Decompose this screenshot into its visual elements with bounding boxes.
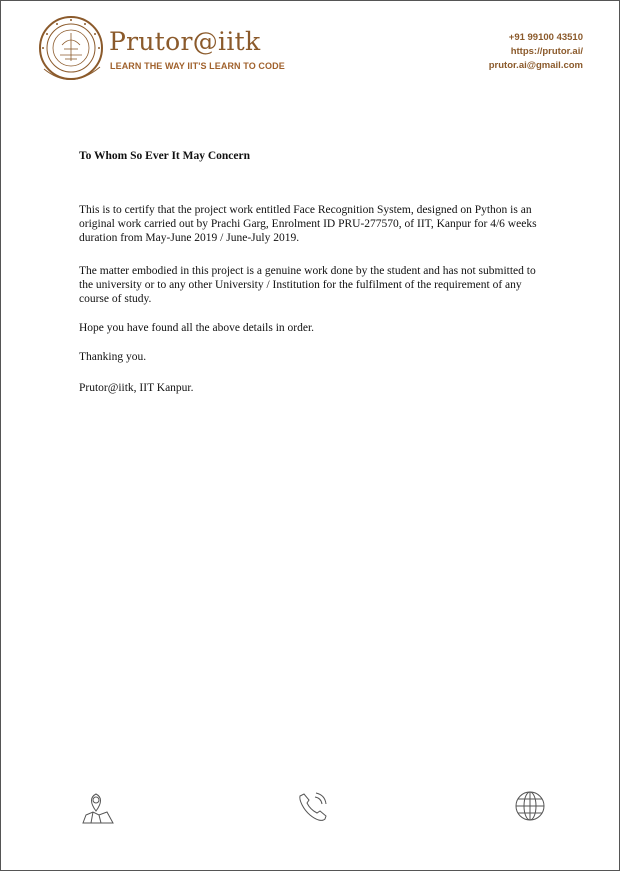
contact-email[interactable]: prutor.ai@gmail.com <box>488 60 583 71</box>
institute-seal-icon <box>38 15 104 87</box>
closing-paragraph: Hope you have found all the above details in order. <box>79 322 315 334</box>
location-map-icon <box>80 789 116 825</box>
letter-heading: To Whom So Ever It May Concern <box>79 150 251 162</box>
contact-block <box>489 31 583 73</box>
brand-name: Prutor@iitk <box>109 27 261 56</box>
contact-website[interactable]: https://prutor.ai/ <box>510 46 583 57</box>
letter-body <box>79 149 549 411</box>
signature-line: Prutor@iitk, IIT Kanpur. <box>79 382 194 394</box>
globe-icon <box>512 789 548 825</box>
phone-icon <box>295 789 331 825</box>
certification-paragraph: This is to certify that the project work entitled Face Recognition System, designed on Python is an original work carried out by Prachi Garg, Enrolment ID PRU-277570, of IIT, Kanpur for 4/6 weeks duration from May-June 2019 / June-July 2019. <box>79 204 537 244</box>
contact-phone: +91 99100 43510 <box>508 32 583 43</box>
originality-paragraph: The matter embodied in this project is a genuine work done by the student and has not submitted to the university or to any other University / Institution for the fulfilment of the requirement of any course of study. <box>79 265 536 305</box>
brand-tagline: LEARN THE WAY IIT'S LEARN TO CODE <box>110 61 285 71</box>
thanks-line: Thanking you. <box>79 351 147 363</box>
